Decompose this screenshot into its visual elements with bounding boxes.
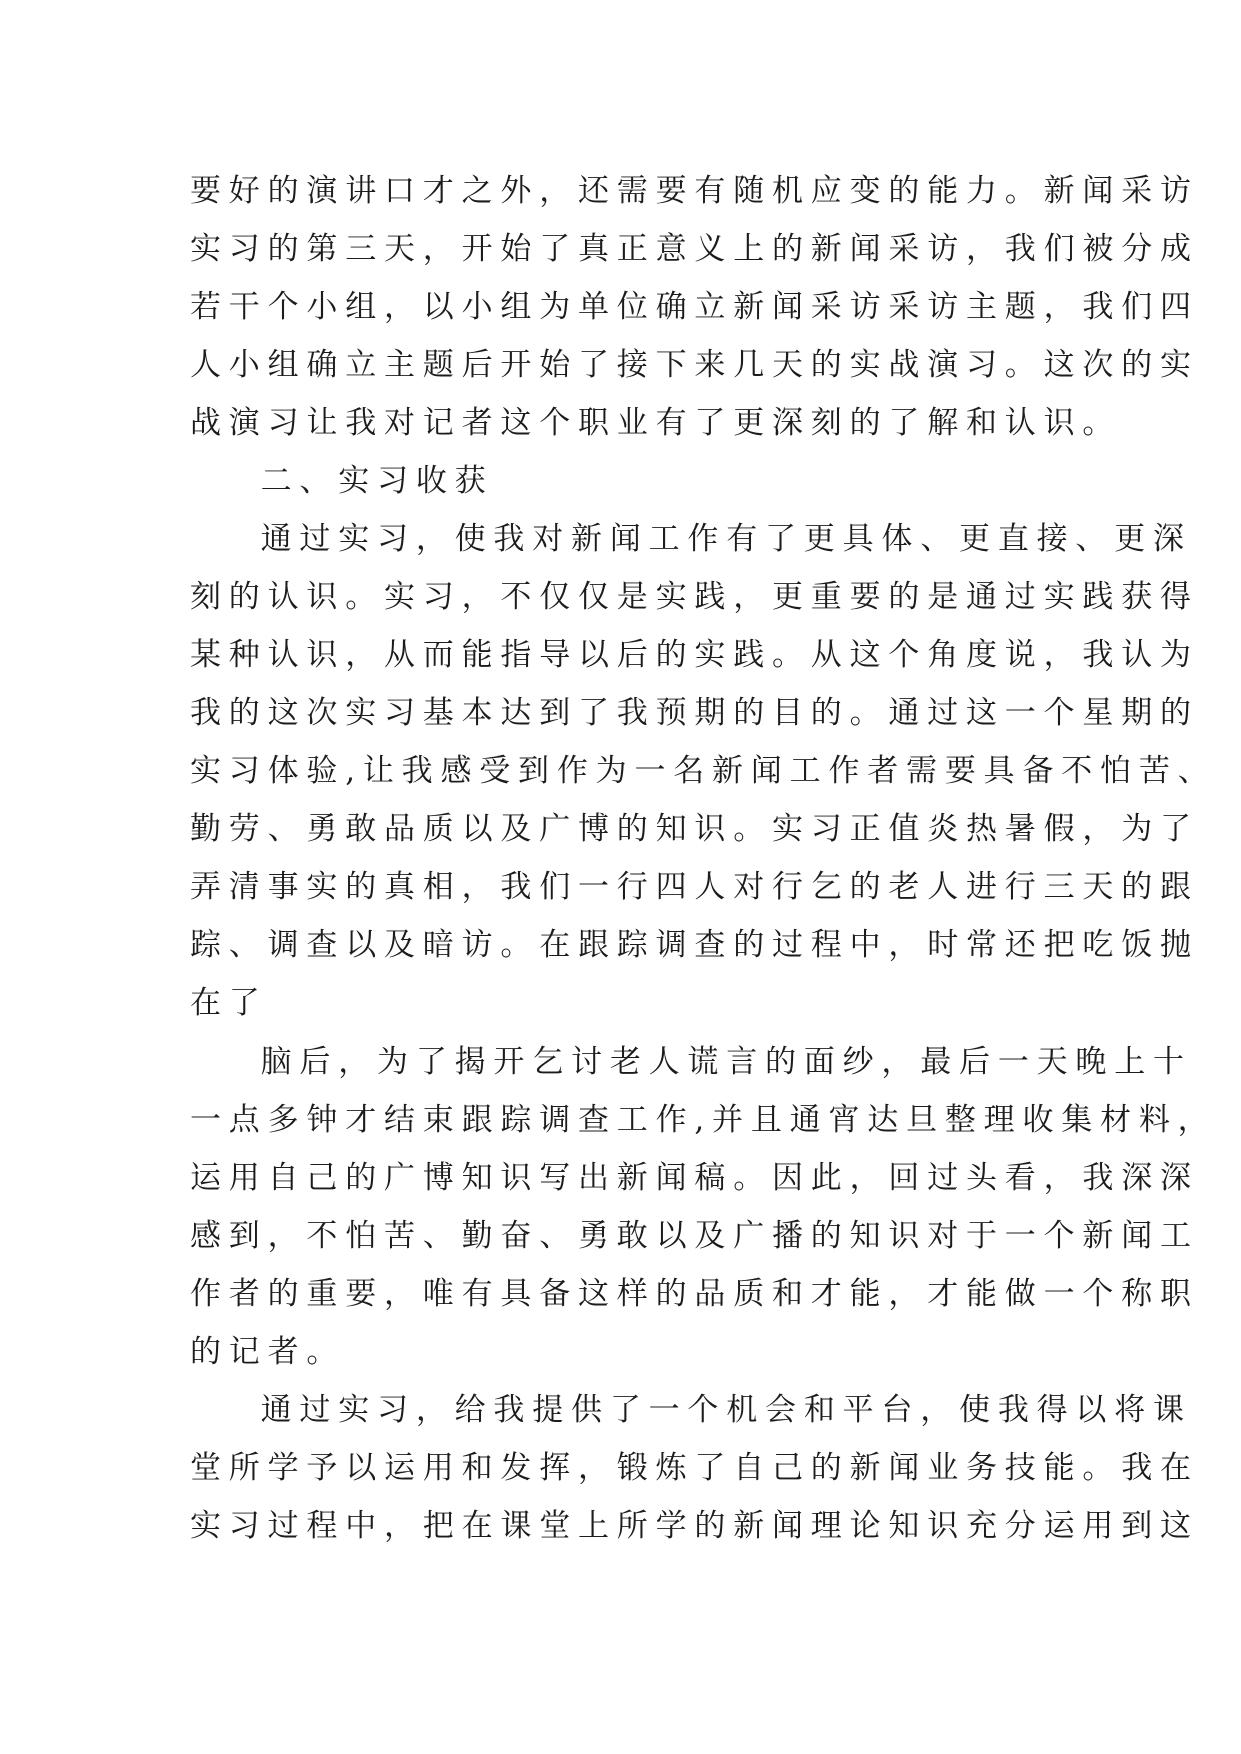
paragraph-3	[190, 1033, 1216, 1381]
paragraph-4	[190, 1381, 1199, 1555]
text-line: 若干个小组，以小组为单位确立新闻采访采访主题，我们四	[190, 289, 1199, 325]
text-line: 作者的重要，唯有具备这样的品质和才能，才能做一个称职	[190, 1276, 1199, 1312]
text-line: 感到，不怕苦、勤奋、勇敢以及广播的知识对于一个新闻工	[190, 1218, 1199, 1254]
text-line: 运用自己的广博知识写出新闻稿。因此，回过头看，我深深	[190, 1160, 1199, 1196]
text-line: 通过实习，使我对新闻工作有了更具体、更直接、更深	[190, 521, 1192, 557]
text-line: 实习的第三天，开始了真正意义上的新闻采访，我们被分成	[190, 231, 1199, 267]
paragraph-1	[190, 162, 1199, 452]
text-line: 实习体验,让我感受到作为一名新闻工作者需要具备不怕苦、	[190, 753, 1217, 789]
text-line: 刻的认识。实习，不仅仅是实践，更重要的是通过实践获得	[190, 579, 1199, 615]
text-line: 脑后，为了揭开乞讨老人谎言的面纱，最后一天晚上十	[190, 1044, 1192, 1080]
text-line: 实习过程中，把在课堂上所学的新闻理论知识充分运用到这	[190, 1508, 1199, 1544]
text-line: 弄清事实的真相，我们一行四人对行乞的老人进行三天的跟	[190, 869, 1199, 905]
text-line: 通过实习，给我提供了一个机会和平台，使我得以将课	[190, 1392, 1192, 1428]
paragraph-2	[190, 510, 1216, 1032]
text-line: 某种认识，从而能指导以后的实践。从这个角度说，我认为	[190, 637, 1199, 673]
text-line: 人小组确立主题后开始了接下来几天的实战演习。这次的实	[190, 347, 1199, 383]
text-line: 勤劳、勇敢品质以及广博的知识。实习正值炎热暑假，为了	[190, 811, 1199, 847]
text-line: 一点多钟才结束跟踪调查工作,并且通宵达旦整理收集材料，	[190, 1102, 1217, 1138]
text-line: 堂所学予以运用和发挥，锻炼了自己的新闻业务技能。我在	[190, 1450, 1199, 1486]
text-line: 在了	[190, 985, 268, 1021]
text-line: 的记者。	[190, 1334, 346, 1370]
text-line: 战演习让我对记者这个职业有了更深刻的了解和认识。	[190, 405, 1122, 441]
text-line: 二、实习收获	[190, 463, 494, 499]
section-heading	[190, 452, 493, 510]
text-line: 要好的演讲口才之外，还需要有随机应变的能力。新闻采访	[190, 173, 1199, 209]
text-line: 我的这次实习基本达到了我预期的目的。通过这一个星期的	[190, 695, 1199, 731]
text-line: 踪、调查以及暗访。在跟踪调查的过程中，时常还把吃饭抛	[190, 927, 1199, 963]
